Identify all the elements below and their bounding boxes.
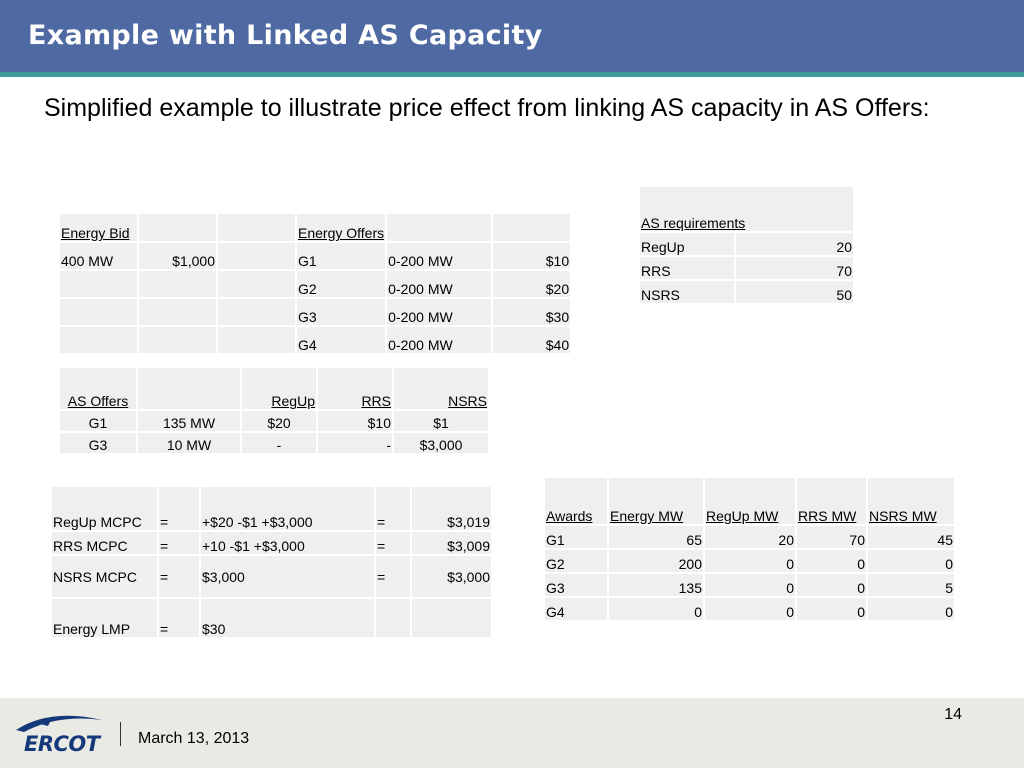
offer-price: $20 bbox=[493, 271, 570, 297]
logo-text: ERCOT bbox=[24, 732, 100, 756]
nsrs-price: $1 bbox=[394, 411, 488, 431]
offer-price: $40 bbox=[493, 327, 570, 353]
offer-unit: G3 bbox=[60, 433, 136, 453]
offer-unit: G2 bbox=[297, 271, 385, 297]
slide-title: Example with Linked AS Capacity bbox=[28, 20, 543, 51]
energy-offers-header: Energy Offers bbox=[297, 214, 385, 241]
ercot-logo bbox=[10, 704, 110, 760]
award-regup: 0 bbox=[705, 574, 795, 596]
price-label: NSRS MCPC bbox=[52, 556, 157, 597]
offer-range: 0-200 MW bbox=[387, 271, 491, 297]
offer-unit: G3 bbox=[297, 299, 385, 325]
title-bar bbox=[0, 0, 1024, 72]
as-offers-header: AS Offers bbox=[60, 368, 136, 409]
offer-range: 0-200 MW bbox=[387, 299, 491, 325]
price-result: $3,000 bbox=[412, 556, 491, 597]
offer-unit: G1 bbox=[60, 411, 136, 431]
regup-price: $20 bbox=[242, 411, 316, 431]
bid-mw: 400 MW bbox=[60, 243, 137, 269]
equals-sign bbox=[376, 599, 410, 637]
table-row bbox=[60, 271, 570, 297]
offer-range: 0-200 MW bbox=[387, 243, 491, 269]
service-value: 50 bbox=[736, 281, 853, 303]
table-row bbox=[60, 433, 488, 453]
offer-unit: G4 bbox=[297, 327, 385, 353]
table-row bbox=[545, 598, 954, 620]
nsrs-header: NSRS bbox=[394, 368, 488, 409]
award-unit: G1 bbox=[545, 526, 607, 548]
award-regup: 0 bbox=[705, 550, 795, 572]
table-row bbox=[640, 257, 853, 279]
equals-sign: = bbox=[159, 532, 199, 554]
offer-unit: G1 bbox=[297, 243, 385, 269]
service-name: NSRS bbox=[640, 281, 734, 303]
offer-price: $30 bbox=[493, 299, 570, 325]
equals-sign: = bbox=[159, 487, 199, 530]
award-rrs: 70 bbox=[797, 526, 866, 548]
price-label: Energy LMP bbox=[52, 599, 157, 637]
table-row bbox=[545, 550, 954, 572]
rrs-price: $10 bbox=[318, 411, 392, 431]
equals-sign: = bbox=[376, 532, 410, 554]
accent-line bbox=[0, 72, 1024, 77]
award-rrs: 0 bbox=[797, 574, 866, 596]
award-rrs: 0 bbox=[797, 550, 866, 572]
award-nsrs: 5 bbox=[868, 574, 954, 596]
table-row bbox=[52, 599, 491, 637]
nsrs-price: $3,000 bbox=[394, 433, 488, 453]
slide-subtitle: Simplified example to illustrate price effect from linking AS capacity in AS Offers: bbox=[44, 94, 930, 122]
price-label: RegUp MCPC bbox=[52, 487, 157, 530]
service-value: 20 bbox=[736, 233, 853, 255]
offer-range: 0-200 MW bbox=[387, 327, 491, 353]
service-name: RRS bbox=[640, 257, 734, 279]
equals-sign: = bbox=[376, 487, 410, 530]
service-name: RegUp bbox=[640, 233, 734, 255]
price-formula: $3,000 bbox=[201, 556, 374, 597]
award-energy: 135 bbox=[609, 574, 703, 596]
price-label: RRS MCPC bbox=[52, 532, 157, 554]
offer-mw: 135 MW bbox=[138, 411, 240, 431]
regup-header: RegUp bbox=[242, 368, 316, 409]
award-unit: G2 bbox=[545, 550, 607, 572]
table-row bbox=[60, 327, 570, 353]
table-row bbox=[640, 281, 853, 303]
award-rrs: 0 bbox=[797, 598, 866, 620]
table-row bbox=[640, 233, 853, 255]
award-regup: 20 bbox=[705, 526, 795, 548]
award-energy: 200 bbox=[609, 550, 703, 572]
as-requirements-table bbox=[638, 185, 855, 305]
regup-price: - bbox=[242, 433, 316, 453]
price-result: $3,009 bbox=[412, 532, 491, 554]
footer-divider bbox=[120, 722, 121, 746]
equals-sign: = bbox=[376, 556, 410, 597]
price-formula: +$20 -$1 +$3,000 bbox=[201, 487, 374, 530]
equals-sign: = bbox=[159, 556, 199, 597]
rrs-mw-header: RRS MW bbox=[797, 478, 866, 524]
regup-mw-header: RegUp MW bbox=[705, 478, 795, 524]
rrs-price: - bbox=[318, 433, 392, 453]
page-number: 14 bbox=[944, 706, 962, 723]
equals-sign: = bbox=[159, 599, 199, 637]
price-result: $3,019 bbox=[412, 487, 491, 530]
rrs-header: RRS bbox=[318, 368, 392, 409]
awards-table bbox=[543, 476, 956, 622]
award-energy: 65 bbox=[609, 526, 703, 548]
award-regup: 0 bbox=[705, 598, 795, 620]
nsrs-mw-header: NSRS MW bbox=[868, 478, 954, 524]
award-unit: G3 bbox=[545, 574, 607, 596]
table-row bbox=[60, 411, 488, 431]
award-nsrs: 0 bbox=[868, 598, 954, 620]
energy-table bbox=[58, 212, 572, 355]
as-requirements-header: AS requirements bbox=[640, 187, 853, 231]
table-row bbox=[545, 526, 954, 548]
price-result bbox=[412, 599, 491, 637]
offer-mw: 10 MW bbox=[138, 433, 240, 453]
table-row bbox=[60, 243, 570, 269]
price-formula: $30 bbox=[201, 599, 374, 637]
energy-mw-header: Energy MW bbox=[609, 478, 703, 524]
offer-price: $10 bbox=[493, 243, 570, 269]
award-nsrs: 45 bbox=[868, 526, 954, 548]
awards-header: Awards bbox=[545, 478, 607, 524]
slide-footer bbox=[0, 698, 1024, 768]
price-formula: +10 -$1 +$3,000 bbox=[201, 532, 374, 554]
service-value: 70 bbox=[736, 257, 853, 279]
award-energy: 0 bbox=[609, 598, 703, 620]
energy-bid-header: Energy Bid bbox=[60, 214, 137, 241]
as-offers-table bbox=[58, 366, 490, 455]
table-row bbox=[60, 299, 570, 325]
award-unit: G4 bbox=[545, 598, 607, 620]
bid-price: $1,000 bbox=[139, 243, 216, 269]
award-nsrs: 0 bbox=[868, 550, 954, 572]
table-row bbox=[52, 532, 491, 554]
table-row bbox=[52, 556, 491, 597]
table-row bbox=[52, 487, 491, 530]
footer-date: March 13, 2013 bbox=[138, 730, 250, 747]
table-row bbox=[545, 574, 954, 596]
prices-table bbox=[50, 485, 493, 639]
